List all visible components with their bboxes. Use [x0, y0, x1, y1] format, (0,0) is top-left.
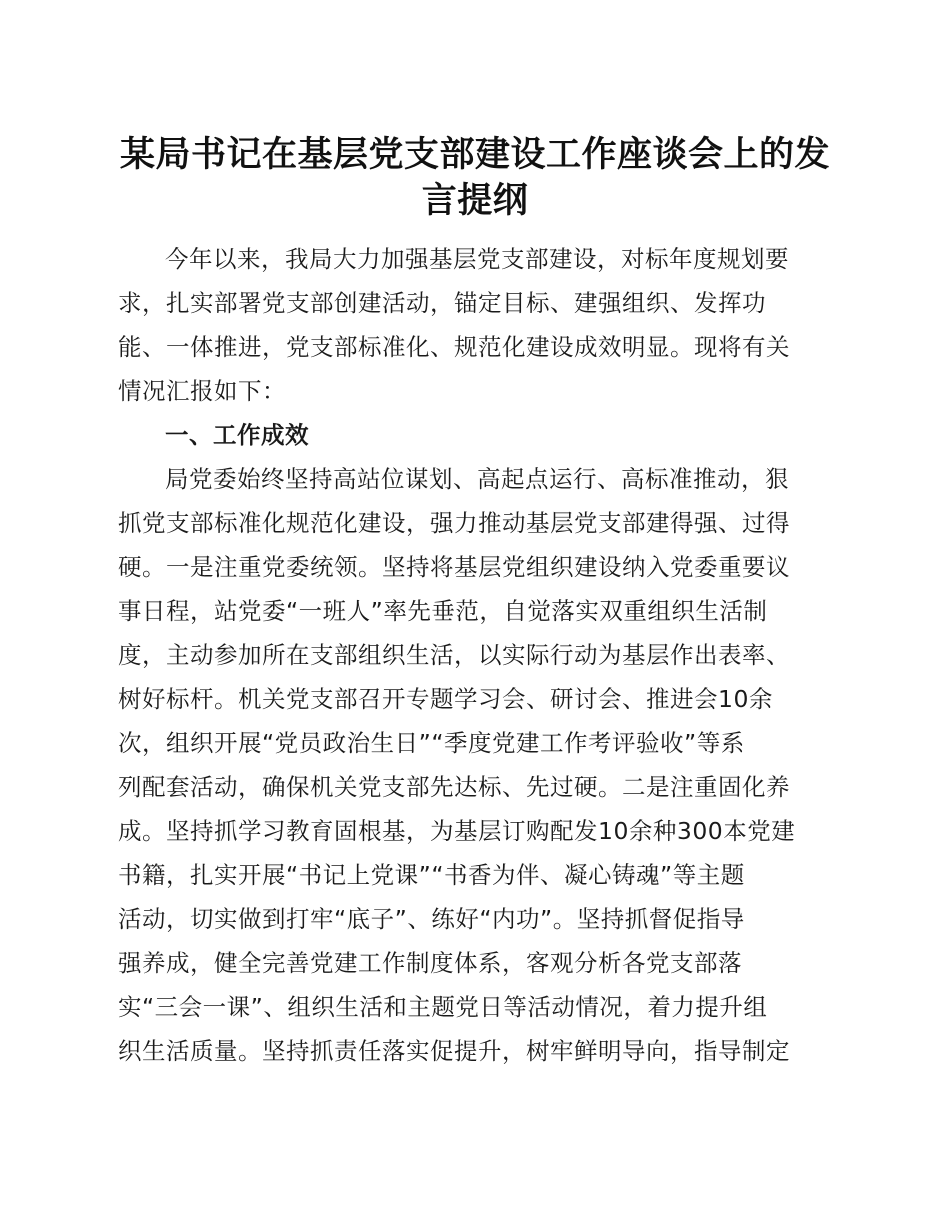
paragraph-line: 次，组织开展“党员政治生日”“季度党建工作考评验收”等系	[118, 729, 745, 757]
paragraph-line: 度，主动参加所在支部组织生活，以实际行动为基层作出表率、	[118, 641, 790, 669]
paragraph-line: 局党委始终坚持高站位谋划、高起点运行、高标准推动，狠	[165, 465, 789, 493]
paragraph-line: 成。坚持抓学习教育固根基，为基层订购配发10余种300本党建	[118, 817, 796, 845]
paragraph-line: 抓党支部标准化规范化建设，强力推动基层党支部建得强、过得	[118, 509, 790, 537]
paragraph-line: 硬。一是注重党委统领。坚持将基层党组织建设纳入党委重要议	[118, 553, 790, 581]
document-title: 某局书记在基层党支部建设工作座谈会上的发言提纲	[119, 134, 830, 221]
paragraph-line: 能、一体推进，党支部标准化、规范化建设成效明显。现将有关	[118, 333, 790, 361]
paragraph-line: 今年以来，我局大力加强基层党支部建设，对标年度规划要	[165, 245, 789, 273]
paragraph-line: 树好标杆。机关党支部召开专题学习会、研讨会、推进会10余	[118, 685, 773, 713]
paragraph-line: 情况汇报如下：	[118, 377, 286, 405]
paragraph-line: 求，扎实部署党支部创建活动，锚定目标、建强组织、发挥功	[118, 289, 766, 317]
paragraph-line: 列配套活动，确保机关党支部先达标、先过硬。二是注重固化养	[118, 773, 790, 801]
paragraph-line: 织生活质量。坚持抓责任落实促提升，树牢鲜明导向，指导制定	[118, 1037, 790, 1065]
paragraph-line: 事日程，站党委“一班人”率先垂范，自觉落实双重组织生活制	[118, 597, 768, 625]
paragraph-line: 活动，切实做到打牢“底子”、练好“内功”。坚持抓督促指导	[118, 905, 745, 933]
paragraph-line: 强养成，健全完善党建工作制度体系，客观分析各党支部落	[118, 949, 742, 977]
paragraph-line: 实“三会一课”、组织生活和主题党日等活动情况，着力提升组	[118, 993, 768, 1021]
paragraph-line: 书籍，扎实开展“书记上党课”“书香为伴、凝心铸魂”等主题	[118, 861, 745, 889]
section-heading: 一、工作成效	[165, 421, 309, 449]
